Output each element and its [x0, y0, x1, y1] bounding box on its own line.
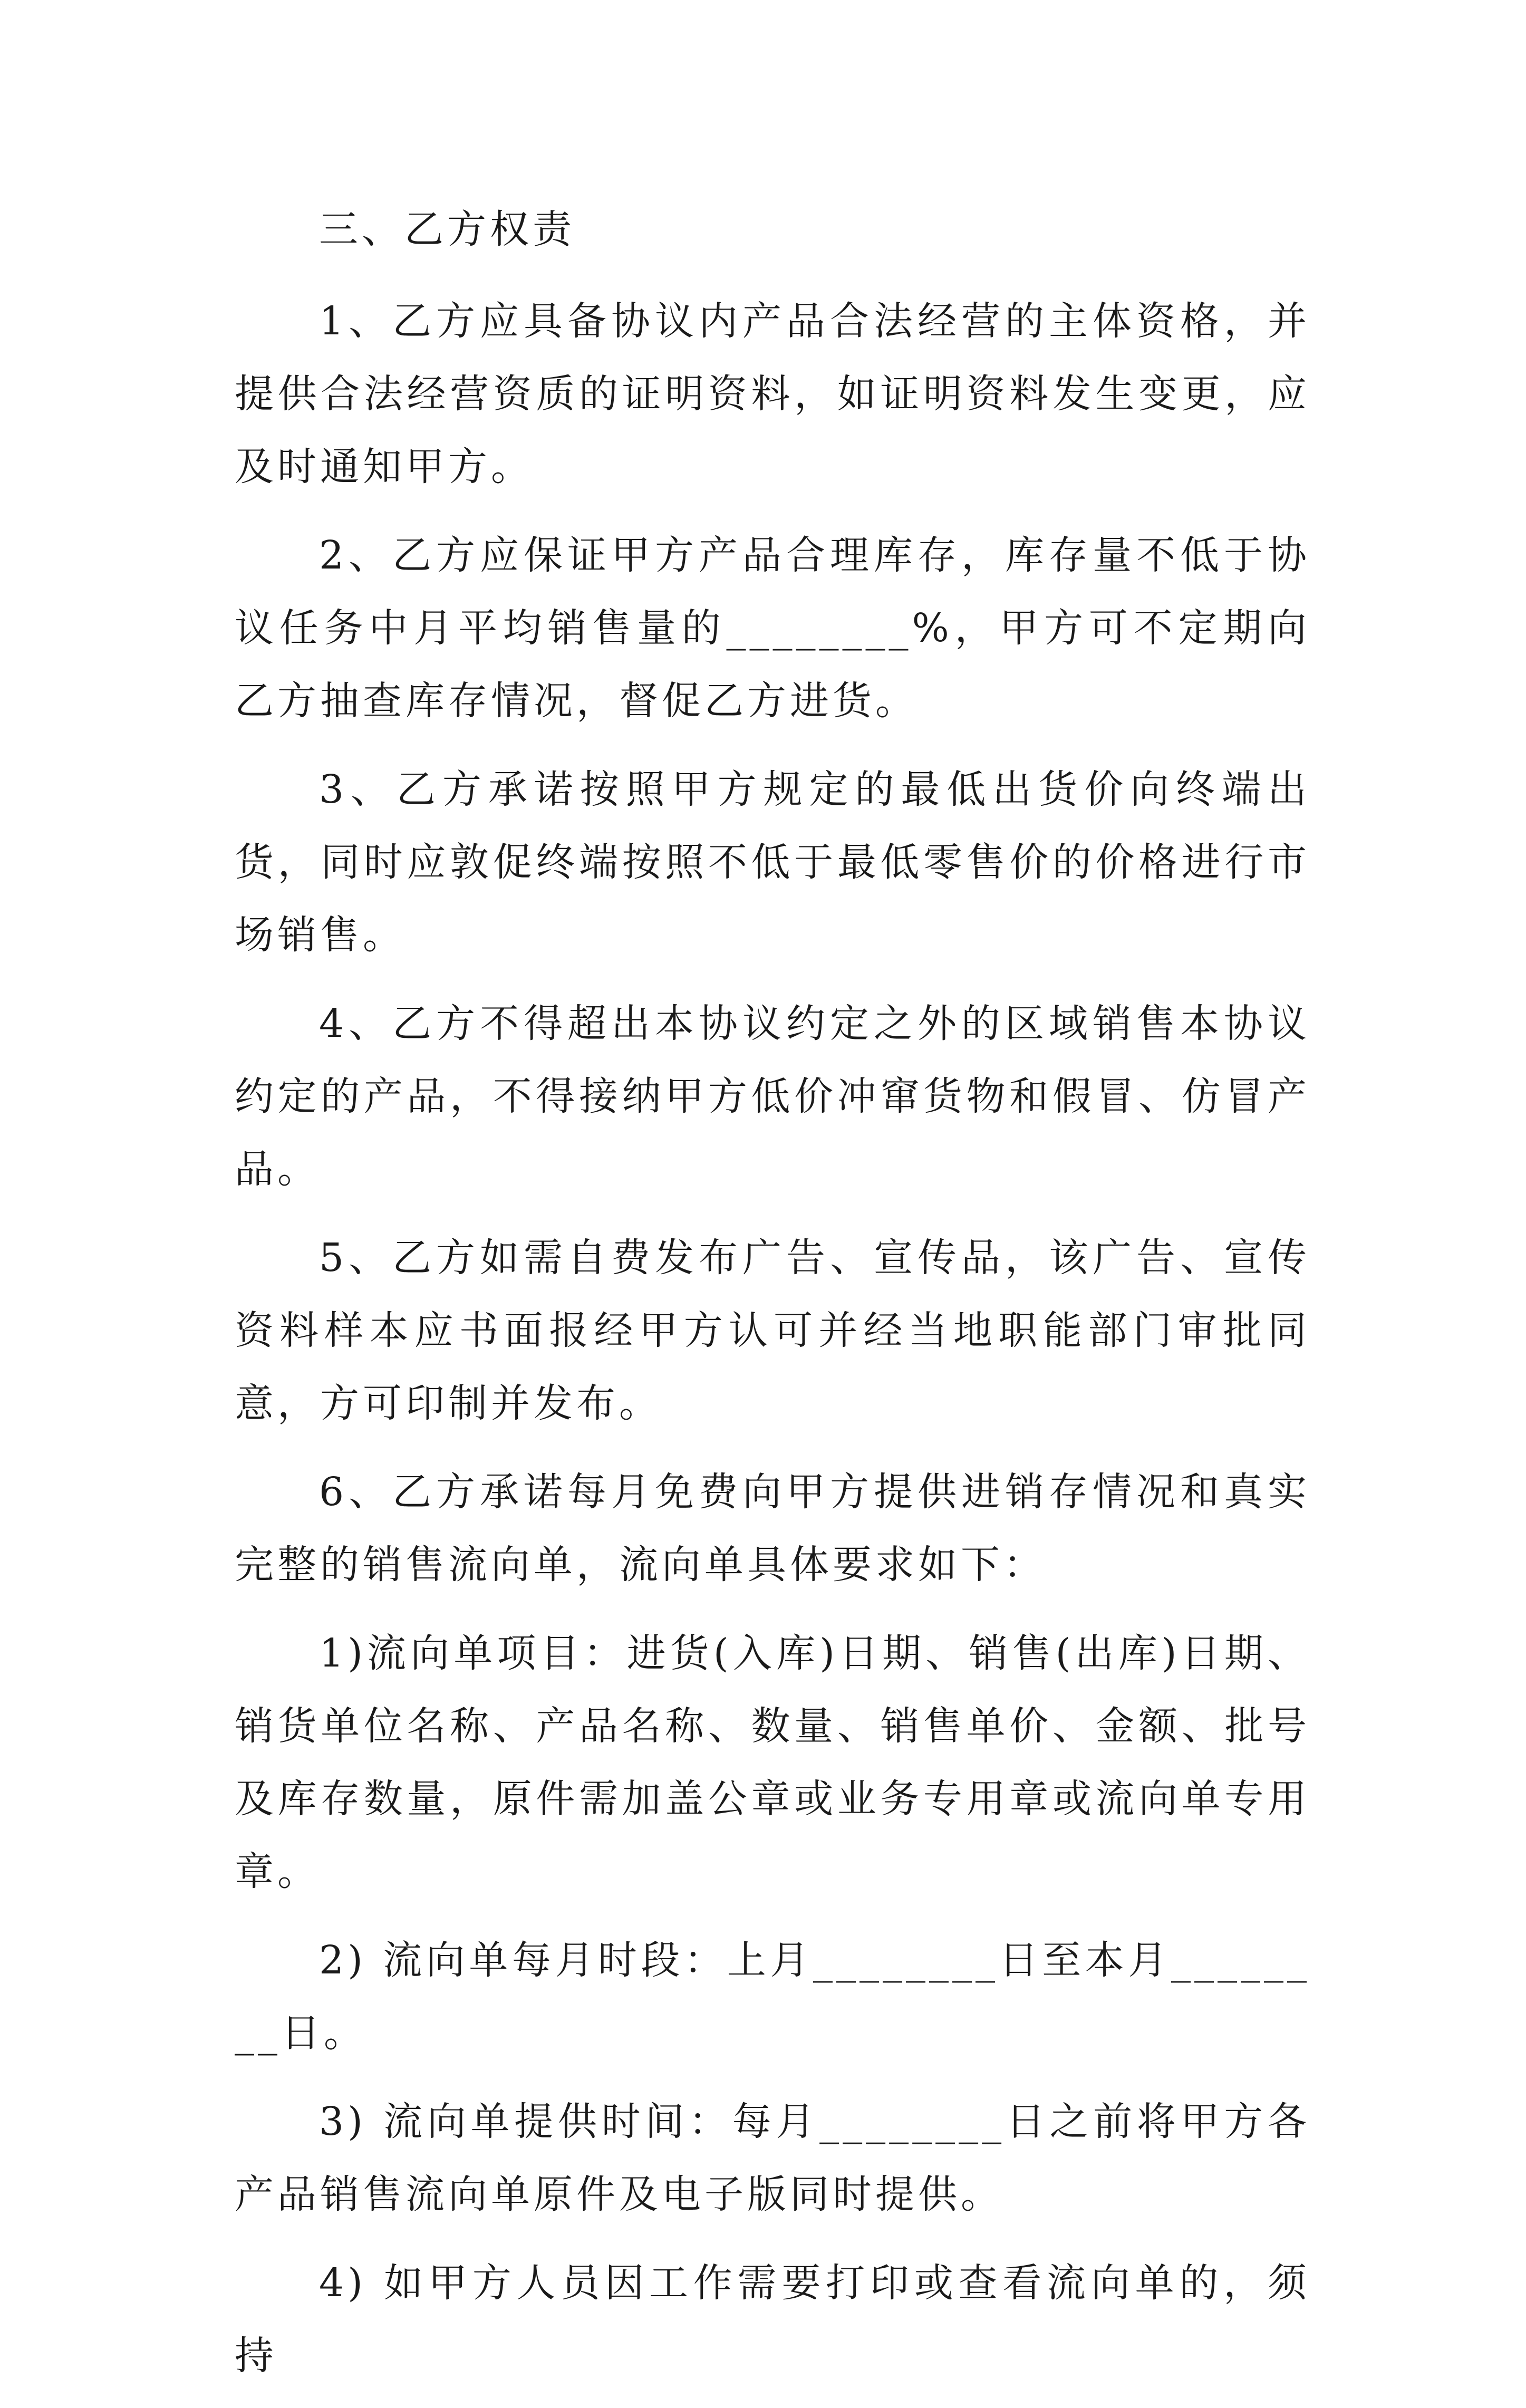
- sub-clause-3: 3) 流向单提供时间：每月________日之前将甲方各产品销售流向单原件及电子版同时提供。: [235, 2099, 1310, 2217]
- section-heading: 三、乙方权责: [319, 207, 575, 252]
- sub-clause-1: 1)流向单项目：进货(入库)日期、销售(出库)日期、销货单位名称、产品名称、数量、销售单价、金额、批号及库存数量，原件需加盖公章或业务专用章或流向单专用章。: [235, 1631, 1310, 1894]
- clause-5: 5、乙方如需自费发布广告、宣传品，该广告、宣传资料样本应书面报经甲方认可并经当地职能部门审批同意，方可印制并发布。: [235, 1235, 1310, 1426]
- clause-4: 4、乙方不得超出本协议约定之外的区域销售本协议约定的产品，不得接纳甲方低价冲窜货物和假冒、仿冒产品。: [235, 1001, 1310, 1192]
- sub-clause-4: 4) 如甲方人员因工作需要打印或查看流向单的，须持: [235, 2260, 1310, 2378]
- clause-2: 2、乙方应保证甲方产品合理库存，库存量不低于协议任务中月平均销售量的________%，甲方可不定期向乙方抽查库存情况，督促乙方进货。: [235, 533, 1310, 724]
- clause-1: 1、乙方应具备协议内产品合法经营的主体资格，并提供合法经营资质的证明资料，如证明资料发生变更，应及时通知甲方。: [235, 298, 1310, 489]
- clause-6: 6、乙方承诺每月免费向甲方提供进销存情况和真实完整的销售流向单，流向单具体要求如下：: [235, 1469, 1310, 1587]
- clause-3: 3、乙方承诺按照甲方规定的最低出货价向终端出货，同时应敦促终端按照不低于最低零售价的价格进行市场销售。: [235, 767, 1310, 958]
- document-body: [235, 193, 1310, 2408]
- sub-clause-2: 2) 流向单每月时段：上月________日至本月________日。: [235, 1938, 1310, 2056]
